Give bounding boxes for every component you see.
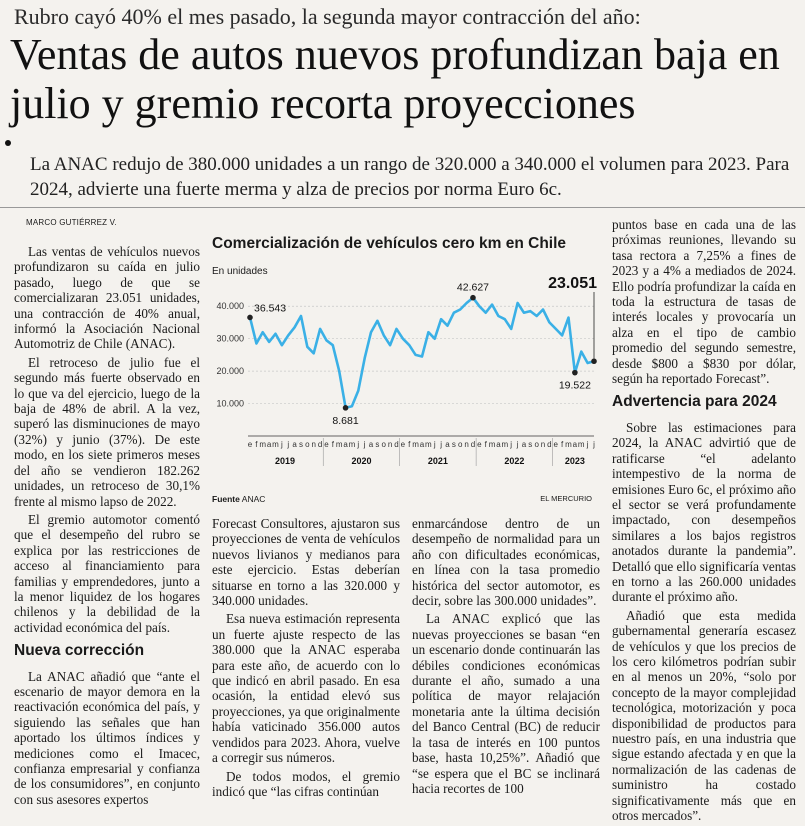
article-kicker: Rubro cayó 40% el mes pasado, la segunda mayor contracción del año: — [14, 4, 641, 29]
month-tick-label: j — [357, 440, 360, 449]
month-tick-label: j — [440, 440, 443, 449]
article-byline: MARCO GUTIÉRREZ V. — [26, 218, 117, 227]
month-tick-label: o — [457, 440, 463, 449]
divider-rule — [0, 207, 805, 208]
month-tick-label: e — [553, 440, 559, 449]
month-tick-label: f — [484, 440, 487, 449]
data-point — [247, 315, 253, 321]
paragraph: Añadió que esta medida gubernamental generaría escasez de vehículos y que los precios de los cero kilómetros podrían subir en al menos un 20%, “solo por concepto de la mayor complejidad tecnológica, motorización y poca disponibilidad de productos para nuestro país, en una industria que sigue estando afectada y en que la normalización de las cadenas de suministro ha costado significativamente más que en otros mercados”. — [612, 607, 796, 824]
month-tick-label: e — [247, 440, 253, 449]
year-label: 2019 — [275, 456, 296, 466]
month-tick-label: f — [561, 440, 564, 449]
y-tick-label: 40.000 — [216, 301, 244, 312]
month-tick-label: d — [394, 440, 399, 449]
column-3 — [412, 516, 600, 799]
month-tick-label: m — [335, 440, 343, 449]
month-tick-label: m — [259, 440, 267, 449]
data-point — [572, 370, 578, 376]
month-tick-label: m — [488, 440, 496, 449]
paragraph: El retroceso de julio fue el segundo más fuerte observado en lo que va del ejercicio, luego de la baja de 48% de abril. A la vez, superó las disminuciones de mayo (32%) y junio (37%). De este modo, en los siete primeros meses del año se vendieron 182.262 unidades, un retroceso de 30,1% frente al mismo lapso de 2022. — [14, 354, 200, 509]
month-tick-label: j — [510, 440, 513, 449]
month-tick-label: m — [272, 440, 279, 449]
month-tick-label: s — [298, 440, 303, 449]
series-line — [250, 298, 594, 408]
month-tick-label: e — [400, 440, 406, 449]
month-tick-label: m — [412, 440, 419, 449]
chart-source-label: Fuente — [212, 494, 240, 504]
chart-unit: En unidades — [212, 266, 268, 277]
month-tick-label: a — [496, 440, 501, 449]
paragraph: De todos modos, el gremio indicó que “las cifras continúan — [212, 768, 400, 799]
data-label: 8.681 — [332, 414, 359, 427]
month-tick-label: f — [331, 440, 334, 449]
chart-brand: EL MERCURIO — [540, 494, 592, 503]
paragraph: El gremio automotor comentó que el desempeño del rubro se explica por las restricciones de acceso al financiamiento para familias y emprendedores, junto a la menor liquidez de los hogares chilenos y la debilidad de la actividad económica del país. — [14, 511, 200, 635]
paragraph: puntos base en cada una de las próximas reuniones, llevando su tasa rectora a 7,25% a fines de 2023 y a 4% a mediados de 2024. Ello podría profundizar la caída en toda la estructura de tasas de interés locales y provocaría un alza en el tipo de cambio promedio del segundo semestre, desde $800 a $830 por dólar, según ha reportado Forecast”. — [612, 217, 796, 387]
month-tick-label: m — [577, 440, 585, 449]
month-tick-label: e — [477, 440, 482, 449]
year-label: 2023 — [564, 456, 585, 466]
month-tick-label: o — [534, 440, 539, 449]
paragraph: enmarcándose dentro de un desempeño de normalidad para un año con dificultades económicas, en línea con la tasa promedio histórica del sector automotor, es decir, sobre las 300.000 unidades”. — [412, 516, 600, 609]
month-tick-label: j — [593, 440, 595, 449]
data-point — [470, 295, 476, 301]
month-tick-label: j — [516, 440, 519, 449]
year-label: 2022 — [504, 456, 525, 466]
month-tick-label: o — [305, 440, 310, 449]
month-tick-label: n — [464, 440, 469, 449]
paragraph: Sobre las estimaciones para 2024, la ANAC advirtió que de ratificarse “el adelanto intempestivo de la norma de emisiones Euro 6c, el próximo año el sector se verá profundamente impactado, con desempeños similares a los bajos registros anotados durante la pandemia”. Detalló que ello significaría ventas en torno a las 260.000 unidades durante el próximo año. — [612, 419, 796, 605]
month-tick-label: d — [317, 440, 323, 449]
month-tick-label: j — [363, 440, 366, 449]
chart-title: Comercialización de vehículos cero km en Chile — [212, 235, 567, 252]
month-tick-label: f — [255, 440, 258, 449]
month-tick-label: m — [348, 440, 356, 449]
month-tick-label: n — [387, 440, 393, 449]
month-tick-label: m — [501, 440, 509, 449]
month-tick-label: n — [540, 440, 546, 449]
month-tick-label: j — [287, 440, 290, 449]
month-tick-label: a — [368, 440, 374, 449]
month-tick-label: m — [565, 440, 572, 449]
data-point — [343, 405, 349, 411]
month-tick-label: d — [470, 440, 476, 449]
sales-chart — [210, 232, 600, 508]
data-label: 36.543 — [254, 302, 287, 315]
paragraph: Las ventas de vehículos nuevos profundizaron su caída en julio pasado, luego de que se comercializaran 23.051 unidades, una contracción de 40% anual, informó la Asociación Nacional Automotriz de Chile (ANAC). — [14, 244, 200, 352]
year-label: 2021 — [427, 456, 448, 466]
y-tick-label: 10.000 — [216, 398, 244, 409]
paragraph: Esa nueva estimación representa un fuerte ajuste respecto de las 380.000 que la ANAC esperaba para este año, de acuerdo con lo que indicó en abril pasado. En esa ocasión, la entidad elevó sus proyecciones, ya que originalmente había vaticinado 356.000 autos vendidos para 2023. Ahora, vuelve a corregir sus números. — [212, 611, 400, 766]
data-label: 19.522 — [558, 379, 591, 392]
data-label: 42.627 — [456, 281, 490, 294]
month-tick-label: o — [381, 440, 387, 449]
article-deck: La ANAC redujo de 380.000 unidades a un rango de 320.000 a 340.000 el volumen para 2023. Para 2024, advierte una fuerte merma y alza de precios por norma Euro 6c. — [30, 154, 790, 200]
month-tick-label: m — [425, 440, 432, 449]
month-tick-label: a — [521, 440, 527, 449]
chart-plot — [210, 232, 600, 508]
data-point — [591, 358, 597, 364]
month-tick-label: j — [586, 440, 589, 449]
y-tick-label: 30.000 — [216, 333, 244, 344]
section-heading: Nueva corrección — [14, 642, 145, 660]
month-tick-label: a — [343, 440, 348, 449]
section-heading: Advertencia para 2024 — [612, 393, 777, 411]
month-tick-label: s — [451, 440, 456, 449]
column-2 — [212, 516, 400, 802]
data-label: 23.051 — [548, 275, 597, 292]
month-tick-label: a — [292, 440, 297, 449]
month-tick-label: a — [445, 440, 450, 449]
month-tick-label: n — [311, 440, 316, 449]
y-tick-label: 20.000 — [216, 366, 244, 377]
bullet-mark — [5, 140, 11, 146]
chart-source-name: ANAC — [241, 494, 266, 504]
month-tick-label: j — [433, 440, 436, 449]
paragraph: La ANAC explicó que las nuevas proyecciones se basan “en un escenario donde continuarán las débiles condiciones económicas durante el año, sumado a una política de mayor relajación monetaria ante la última decisión del Banco Central (BC) de reducir la tasa de interés en 100 puntos base, hasta 10,25%”. Añadió que “se espera que el BC se inclinará hacia recortes de 100 — [412, 611, 600, 796]
chart-source — [212, 494, 265, 504]
paragraph: La ANAC añadió que “ante el escenario de mayor demora en la reactivación económica del país, y siguiendo las señales que han aportado los últimos índices y mediciones como el Imacec, confianza empresarial y confianza de los consumidores”, en conjunto con sus asesores expertos — [14, 668, 200, 807]
month-tick-label: a — [419, 440, 425, 449]
month-tick-label: a — [266, 440, 272, 449]
month-tick-label: d — [547, 440, 552, 449]
month-tick-label: s — [528, 440, 533, 449]
column-4 — [612, 217, 796, 826]
month-tick-label: s — [375, 440, 380, 449]
month-tick-label: e — [324, 440, 329, 449]
month-tick-label: j — [280, 440, 283, 449]
month-tick-label: a — [572, 440, 578, 449]
month-tick-label: f — [408, 440, 411, 449]
year-label: 2020 — [351, 456, 372, 466]
article-headline: Ventas de autos nuevos profundizan baja en julio y gremio recorta proyecciones — [10, 30, 780, 128]
column-1 — [14, 244, 200, 810]
paragraph: Forecast Consultores, ajustaron sus proyecciones de venta de vehículos nuevos livianos y medianos para este ejercicio. Estas deberían situarse en torno a las 320.000 y 340.000 unidades. — [212, 516, 400, 609]
